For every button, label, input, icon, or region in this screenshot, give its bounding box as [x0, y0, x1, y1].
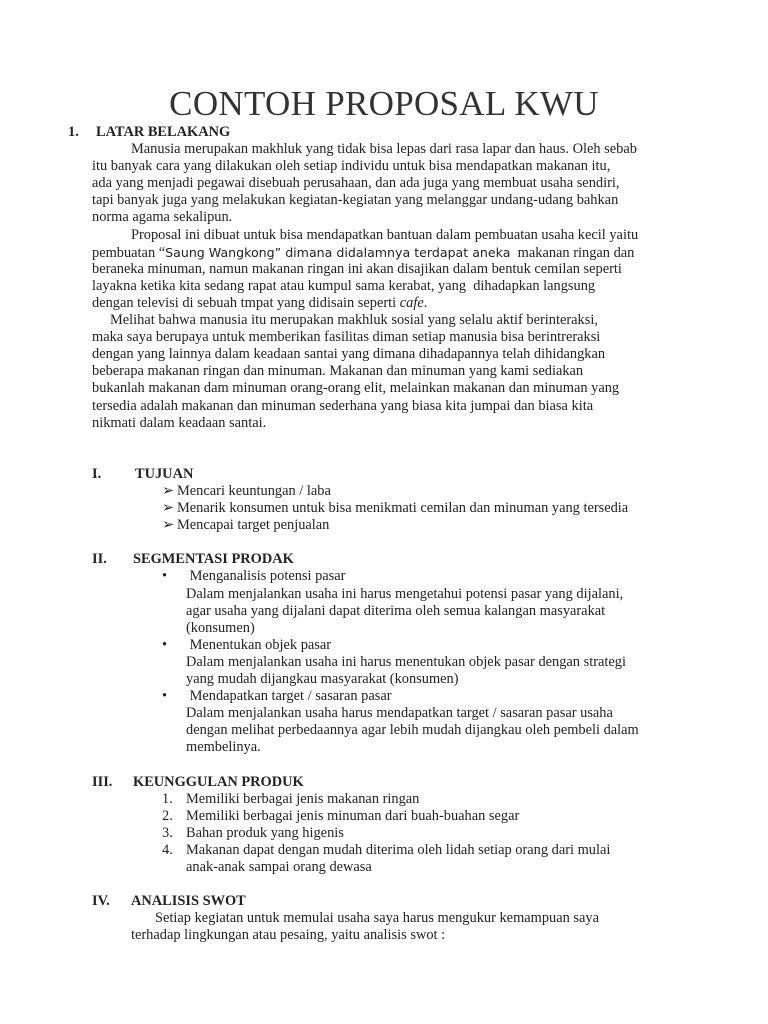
list-item	[0, 483, 768, 500]
text-run: dengan televisi di sebuah tmpat yang didisain seperti	[92, 294, 400, 311]
section-number: II.	[92, 551, 107, 568]
list-item-text: Mencapai target penjualan	[177, 517, 330, 534]
paragraph-line	[0, 244, 768, 261]
text-run-sans: Saung Wangkong” dimana didalamnya terdapat aneka	[165, 244, 511, 260]
bullet-icon: •	[162, 688, 168, 705]
paragraph-line	[0, 295, 768, 312]
section-number: III.	[92, 773, 113, 790]
paragraph-line: maka saya berupaya untuk memberikan fasilitas diman setiap manusia bisa berintreraksi	[92, 329, 601, 346]
list-item-line: yang mudah dijangkau masyarakat (konsumen)	[186, 671, 459, 687]
text-run: .	[423, 294, 428, 311]
list-item	[0, 517, 768, 534]
paragraph-line: terhadap lingkungan atau pesaing, yaitu analisis swot :	[131, 927, 446, 944]
item-number: 1.	[162, 790, 173, 807]
list-item-text: Menarik konsumen untuk bisa menikmati cemilan dan minuman yang tersedia	[177, 500, 629, 517]
arrow-bullet-icon: ➢	[162, 517, 175, 534]
paragraph-line: Manusia merupakan makhluk yang tidak bisa lepas dari rasa lapar dan haus. Oleh sebab	[131, 141, 637, 158]
numbered-item	[0, 808, 768, 825]
list-item	[0, 500, 768, 517]
item-text: Makanan dapat dengan mudah diterima oleh lidah setiap orang dari mulai	[186, 841, 611, 858]
paragraph-line: ada yang menjadi pegawai disebuah perusahaan, dan ada juga yang membuat usaha sendiri,	[92, 175, 620, 192]
paragraph-line: dengan yang lainnya dalam keadaan santai yang dimana dihadapannya telah dihidangkan	[92, 346, 606, 363]
list-item-line: Dalam menjalankan usaha harus mendapatkan target / sasaran pasar usaha	[186, 705, 613, 722]
item-number: 2.	[162, 807, 173, 824]
section-heading: KEUNGGULAN PRODUK	[133, 773, 304, 790]
list-item	[0, 688, 768, 705]
numbered-item	[0, 842, 768, 859]
list-item-line: dengan melihat perbedaannya agar lebih mudah dijangkau oleh pembeli dalam	[186, 722, 639, 739]
document-body	[0, 124, 768, 945]
numbered-item	[0, 825, 768, 842]
list-item-line: (konsumen)	[186, 619, 255, 636]
section-segmentasi-heading	[0, 551, 768, 568]
list-item-title: Menganalisis potensi pasar	[186, 568, 346, 585]
bullet-icon: •	[162, 568, 168, 585]
section-heading: ANALISIS SWOT	[131, 893, 246, 910]
list-item-line: Dalam menjalankan usaha ini harus menentukan objek pasar dengan strategi	[186, 653, 626, 670]
paragraph-line: layakna ketika kita sedang rapat atau kumpul sama kerabat, yang dihadapkan langsung	[92, 277, 596, 294]
item-number: 3.	[162, 824, 173, 841]
section-number: 1.	[68, 124, 79, 140]
arrow-bullet-icon: ➢	[162, 482, 175, 499]
section-number: IV.	[92, 893, 110, 910]
numbered-item-continued	[0, 859, 768, 876]
list-item-line: Dalam menjalankan usaha ini harus mengetahui potensi pasar yang dijalani,	[186, 585, 624, 602]
italic-word: cafe	[399, 294, 424, 311]
paragraph-line: tapi banyak juga yang melakukan kegiatan-kegiatan yang melanggar undang-udang bahkan	[92, 192, 619, 209]
section-heading: TUJUAN	[135, 465, 194, 482]
arrow-bullet-icon: ➢	[162, 500, 175, 517]
section-heading: SEGMENTASI PRODAK	[133, 551, 294, 568]
paragraph-line: nikmati dalam keadaan santai.	[92, 414, 267, 431]
list-item-line: membelinya.	[186, 739, 261, 756]
bullet-icon: •	[162, 636, 168, 653]
item-text: Memiliki berbagai jenis makanan ringan	[186, 790, 420, 807]
paragraph-line: tersedia adalah makanan dan minuman sederhana yang biasa kita jumpai dan biasa kita	[92, 397, 594, 414]
section-heading: LATAR BELAKANG	[96, 124, 231, 140]
list-item-title: Mendapatkan target / sasaran pasar	[186, 688, 392, 705]
paragraph-line: beberapa makanan ringan dan minuman. Makanan dan minuman yang kami sediakan	[92, 363, 584, 380]
text-run: pembuatan “	[92, 244, 166, 261]
item-number: 4.	[162, 841, 173, 858]
item-text: Bahan produk yang higenis	[186, 824, 344, 841]
section-number: I.	[92, 465, 102, 482]
paragraph-line: Proposal ini dibuat untuk bisa mendapatkan bantuan dalam pembuatan usaha kecil yaitu	[131, 226, 639, 243]
paragraph-line: Melihat bahwa manusia itu merupakan makhluk sosial yang selalu aktif berinteraksi,	[110, 312, 598, 329]
list-item	[0, 637, 768, 654]
paragraph-line: itu banyak cara yang dilakukan oleh setiap individu untuk bisa mendapatkan makanan itu,	[92, 158, 611, 175]
list-item	[0, 568, 768, 585]
paragraph-line: beraneka minuman, namun makanan ringan ini akan disajikan dalam bentuk cemilan seperti	[92, 260, 622, 277]
paragraph-line: bukanlah makanan dam minuman orang-orang elit, melainkan makanan dan minuman yang	[92, 380, 620, 397]
section-keunggulan-heading	[0, 774, 768, 791]
list-item-text: Mencari keuntungan / laba	[177, 482, 331, 499]
section-latar-heading	[0, 124, 768, 141]
list-item-title: Menentukan objek pasar	[186, 636, 332, 653]
item-text: anak-anak sampai orang dewasa	[186, 859, 372, 876]
section-tujuan-heading	[0, 466, 768, 483]
numbered-item	[0, 791, 768, 808]
item-text: Memiliki berbagai jenis minuman dari buah-buahan segar	[186, 807, 520, 824]
list-item-line: agar usaha yang dijalani dapat diterima oleh semua kalangan masyarakat	[186, 602, 606, 619]
text-run: makanan ringan dan	[510, 244, 635, 261]
document-title: CONTOH PROPOSAL KWU	[169, 84, 599, 123]
paragraph-line: Setiap kegiatan untuk memulai usaha saya harus mengukur kemampuan saya	[155, 910, 599, 927]
section-swot-heading	[0, 893, 768, 910]
paragraph-line: norma agama sekalipun.	[92, 209, 233, 226]
